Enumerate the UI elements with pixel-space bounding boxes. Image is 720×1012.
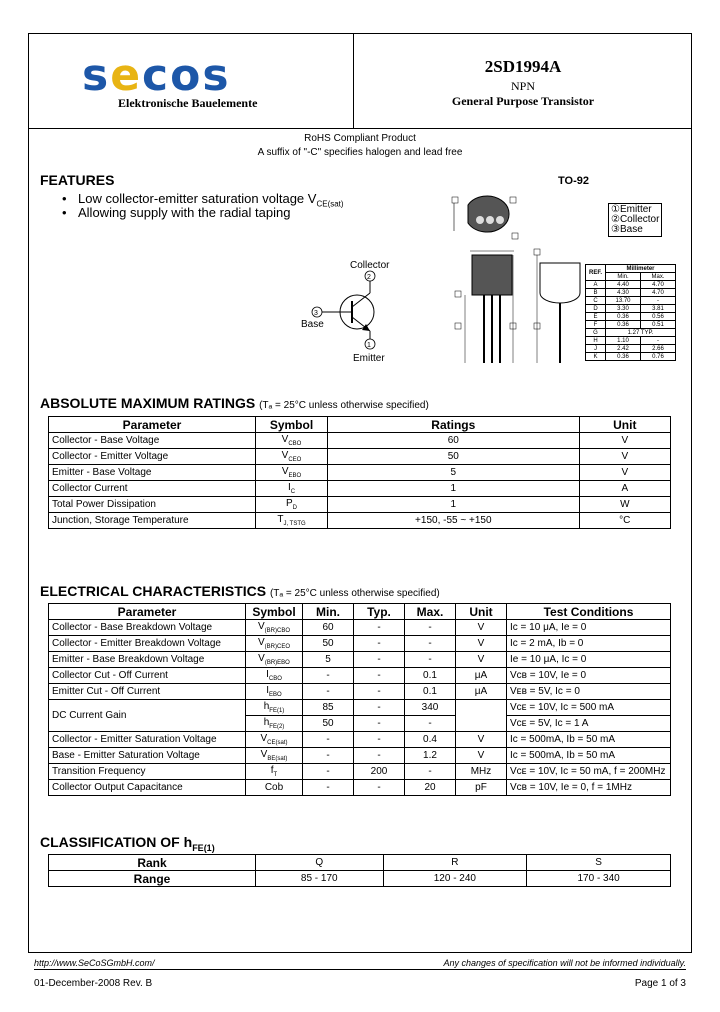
table-row: Collector - Base Breakdown Voltage $V_{(BR)CBO}$ 60 - - V Ic = 10 μA, Ie = 0 — [49, 620, 671, 636]
dimension-table: REF. Millimeter Min. Max. A 4.40 4.70 B 4.30 4.70 C 13.70 - D 3.30 3.81 E 0.36 0.56 F 0.36 0.51 G 1.27 TYP. H 1.10 - J 2.42 2.66 K 0.36 0.76 — [585, 264, 676, 361]
company-logo: secos — [82, 50, 231, 101]
website-link[interactable]: http://www.SeCoSGmbH.com/ — [34, 958, 155, 968]
classification-title: CLASSIFICATION OF $h_{FE(1)}$ — [40, 834, 215, 853]
package-name: TO-92 — [558, 175, 589, 187]
header-title-cell — [354, 33, 692, 129]
part-number: 2SD1994A — [484, 57, 562, 76]
transistor-symbol — [295, 255, 405, 365]
polarity: NPN — [510, 79, 535, 93]
table-row: Emitter - Base Breakdown Voltage $V_{(BR)EBO}$ 5 - - V Ie = 10 μA, Ic = 0 — [49, 652, 671, 668]
page-number: Page 1 of 3 — [634, 978, 686, 989]
device-description: General Purpose Transistor — [451, 94, 595, 108]
feature-item: • Allowing supply with the radial taping — [62, 205, 291, 220]
table-row: Collector Output Capacitance Cob - - 20 pF Vᴄʙ = 10V, Ie = 0, f = 1MHz — [49, 780, 671, 796]
rohs-line2: A suffix of "-C" specifies halogen and lead free — [257, 147, 463, 158]
table-row: Emitter - Base Voltage $V_{EBO}$ 5 V — [49, 465, 671, 481]
table-row: Transition Frequency $f_T$ - 200 - MHz Vᴄᴇ = 10V, Ic = 50 mA, f = 200MHz — [49, 764, 671, 780]
company-subtitle: Elektronische Bauelemente — [118, 96, 258, 110]
revision-date: 01-December-2008 Rev. B — [34, 978, 153, 989]
table-row: Collector - Emitter Breakdown Voltage $V_{(BR)CEO}$ 50 - - V Ic = 2 mA, Ib = 0 — [49, 636, 671, 652]
table-row: Junction, Storage Temperature $T_{J, TSTG}$ +150, -55 ~ +150 °C — [49, 513, 671, 529]
table-row: Collector - Emitter Saturation Voltage $V_{CE(sat)}$ - - 0.4 V Ic = 500mA, Ib = 50 mA — [49, 732, 671, 748]
ec-title: ELECTRICAL CHARACTERISTICS (Tₐ = 25°C unless otherwise specified) — [40, 583, 440, 599]
table-row: Base - Emitter Saturation Voltage $V_{BE(sat)}$ - - 1.2 V Ic = 500mA, Ib = 50 mA — [49, 748, 671, 764]
table-row: $h_{FE(2)}$ 50 - - Vᴄᴇ = 5V, Ic = 1 A — [49, 716, 671, 732]
table-row: DC Current Gain $h_{FE(1)}$ 85 - 340 Vᴄᴇ = 10V, Ic = 500 mA — [49, 700, 671, 716]
table-row: Collector Current $I_C$ 1 A — [49, 481, 671, 497]
change-notice: Any changes of specification will not be informed individually. — [443, 958, 686, 968]
table-row: Total Power Dissipation $P_D$ 1 W — [49, 497, 671, 513]
amr-table: Parameter Symbol Ratings Unit Collector - Base Voltage $V_{CBO}$ 60 V Collector - Emitter Voltage $V_{CEO}$ 50 V Emitter - Base Voltage $V_{EBO}$ 5 V Collector Current $I_C$ 1 A Total Power Dissipation $P_D$ 1 W Junction, Storage Temperature $T_{J, TSTG}$ +150, -55 ~ +150 °C — [48, 416, 671, 529]
svg-text:1: 1 — [367, 342, 371, 349]
emitter-label: Emitter — [353, 353, 385, 364]
table-row: Collector - Emitter Voltage $V_{CEO}$ 50 V — [49, 449, 671, 465]
table-row: Collector - Base Voltage $V_{CBO}$ 60 V — [49, 433, 671, 449]
base-label: Base — [301, 319, 324, 330]
svg-text:2: 2 — [367, 274, 371, 281]
table-row: Emitter Cut - Off Current $I_{EBO}$ - - 0.1 μA Vᴇʙ = 5V, Ic = 0 — [49, 684, 671, 700]
collector-label: Collector — [350, 260, 390, 271]
classification-table: Rank Q R S Range 85 - 170 120 - 240 170 - 340 — [48, 854, 671, 887]
pin-legend: ①Emitter ②Collector ③Base — [608, 203, 662, 237]
table-row: Collector Cut - Off Current $I_{CBO}$ - - 0.1 μA Vᴄʙ = 10V, Ie = 0 — [49, 668, 671, 684]
ec-table: Parameter Symbol Min. Typ. Max. Unit Test Conditions Collector - Base Breakdown Voltage $V_{(BR)CBO}$ 60 - - V Ic = 10 μA, Ie = 0 Collector - Emitter Breakdown Voltage $V_{(BR)CEO}$ 50 - - V Ic = 2 mA, Ib = 0 Emitter - Base Breakdown Voltage $V_{(BR)EBO}$ 5 - - V Ie = 10 μA, Ic = 0 Collector Cut - Off Current $I_{CBO}$ - - 0.1 μA Vᴄʙ = 10V, Ie = 0 Emitter Cut - Off Current $I_{EBO}$ - - 0.1 μA Vᴇʙ = 5V, Ic = 0 DC Current Gain $h_{FE(1)}$ 85 - 340 Vᴄᴇ = 10V, Ic = 500 mA $h_{FE(2)}$ 50 - - Vᴄᴇ = 5V, Ic = 1 A Collector - Emitter Saturation Voltage $V_{CE(sat)}$ - - 0.4 V Ic = 500mA, Ib = 50 mA Base - Emitter Saturation Voltage $V_{BE(sat)}$ - - 1.2 V Ic = 500mA, Ib = 50 mA Transition Frequency $f_T$ - 200 - MHz Vᴄᴇ = 10V, Ic = 50 mA, f = 200MHz Collector Output Capacitance Cob - - 20 pF Vᴄʙ = 10V, Ie = 0, f = 1MHz — [48, 603, 671, 796]
features-title: FEATURES — [40, 172, 115, 188]
footer-divider — [34, 969, 686, 970]
svg-text:3: 3 — [314, 310, 318, 317]
feature-item: • Low collector-emitter saturation voltage $V_{CE(sat)}$ — [62, 191, 344, 209]
amr-title: ABSOLUTE MAXIMUM RATINGS (Tₐ = 25°C unless otherwise specified) — [40, 395, 429, 411]
rohs-line1: RoHS Compliant Product — [304, 133, 416, 144]
package-drawing — [450, 193, 585, 373]
